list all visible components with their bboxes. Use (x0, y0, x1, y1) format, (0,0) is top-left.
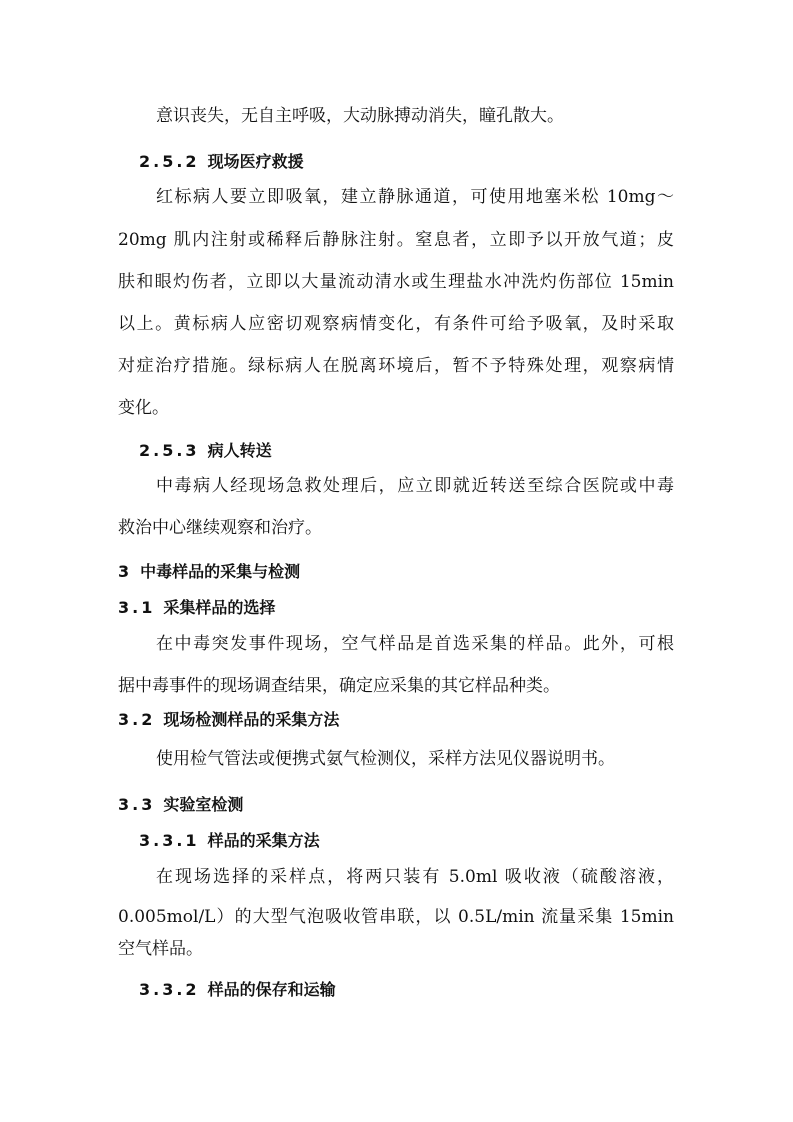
section-heading-3-2 (118, 709, 339, 731)
section-title: 中毒样品的采集与检测 (140, 562, 301, 581)
section-number: 3.3 (118, 795, 156, 814)
section-title: 采集样品的选择 (163, 598, 276, 617)
section-heading-3-1 (118, 597, 275, 619)
section-heading-2-5-3 (139, 440, 272, 462)
section-number: 3.3.1 (139, 831, 200, 850)
paragraph-line: 以上。黄标病人应密切观察病情变化，有条件可给予吸氧，及时采取 (118, 314, 674, 334)
section-title: 样品的采集方法 (207, 831, 320, 850)
section-number: 3.1 (118, 598, 156, 617)
paragraph-line: 0.005mol/L）的大型气泡吸收管串联，以 0.5L/min 流量采集 15min (118, 907, 674, 927)
section-title: 实验室检测 (163, 795, 244, 814)
section-title: 病人转送 (207, 441, 272, 460)
paragraph-line: 红标病人要立即吸氧，建立静脉通道，可使用地塞米松 10mg～ (156, 187, 674, 207)
paragraph-line: 肤和眼灼伤者，立即以大量流动清水或生理盐水冲洗灼伤部位 15min (118, 272, 674, 292)
section-number: 3.3.2 (139, 980, 200, 999)
paragraph-line: 20mg 肌内注射或稀释后静脉注射。窒息者，立即予以开放气道；皮 (118, 230, 674, 250)
paragraph-line: 空气样品。 (118, 939, 203, 959)
paragraph-line: 中毒病人经现场急救处理后，应立即就近转送至综合医院或中毒 (156, 476, 674, 496)
paragraph-line: 在中毒突发事件现场，空气样品是首选采集的样品。此外，可根 (156, 634, 674, 654)
section-number: 3 (118, 562, 133, 581)
section-number: 2.5.2 (139, 152, 200, 171)
section-heading-3-3-2 (139, 979, 336, 1001)
paragraph-line: 变化。 (118, 398, 169, 418)
section-heading-3-3 (118, 794, 243, 816)
section-title: 现场检测样品的采集方法 (163, 710, 340, 729)
section-number: 3.2 (118, 710, 156, 729)
paragraph-line: 在现场选择的采样点，将两只装有 5.0ml 吸收液（硫酸溶液， (156, 867, 674, 887)
paragraph-line: 救治中心继续观察和治疗。 (118, 518, 322, 538)
paragraph-line: 据中毒事件的现场调查结果，确定应采集的其它样品种类。 (118, 676, 560, 696)
section-heading-3-3-1 (139, 830, 320, 852)
paragraph-line: 对症治疗措施。绿标病人在脱离环境后，暂不予特殊处理，观察病情 (118, 356, 674, 376)
section-heading-3 (118, 561, 300, 583)
section-title: 现场医疗救援 (207, 152, 304, 171)
section-number: 2.5.3 (139, 441, 200, 460)
paragraph-line: 使用检气管法或便携式氨气检测仪，采样方法见仪器说明书。 (156, 749, 615, 769)
paragraph-line: 意识丧失，无自主呼吸，大动脉搏动消失，瞳孔散大。 (156, 106, 564, 126)
section-heading-2-5-2 (139, 151, 304, 173)
section-title: 样品的保存和运输 (207, 980, 336, 999)
